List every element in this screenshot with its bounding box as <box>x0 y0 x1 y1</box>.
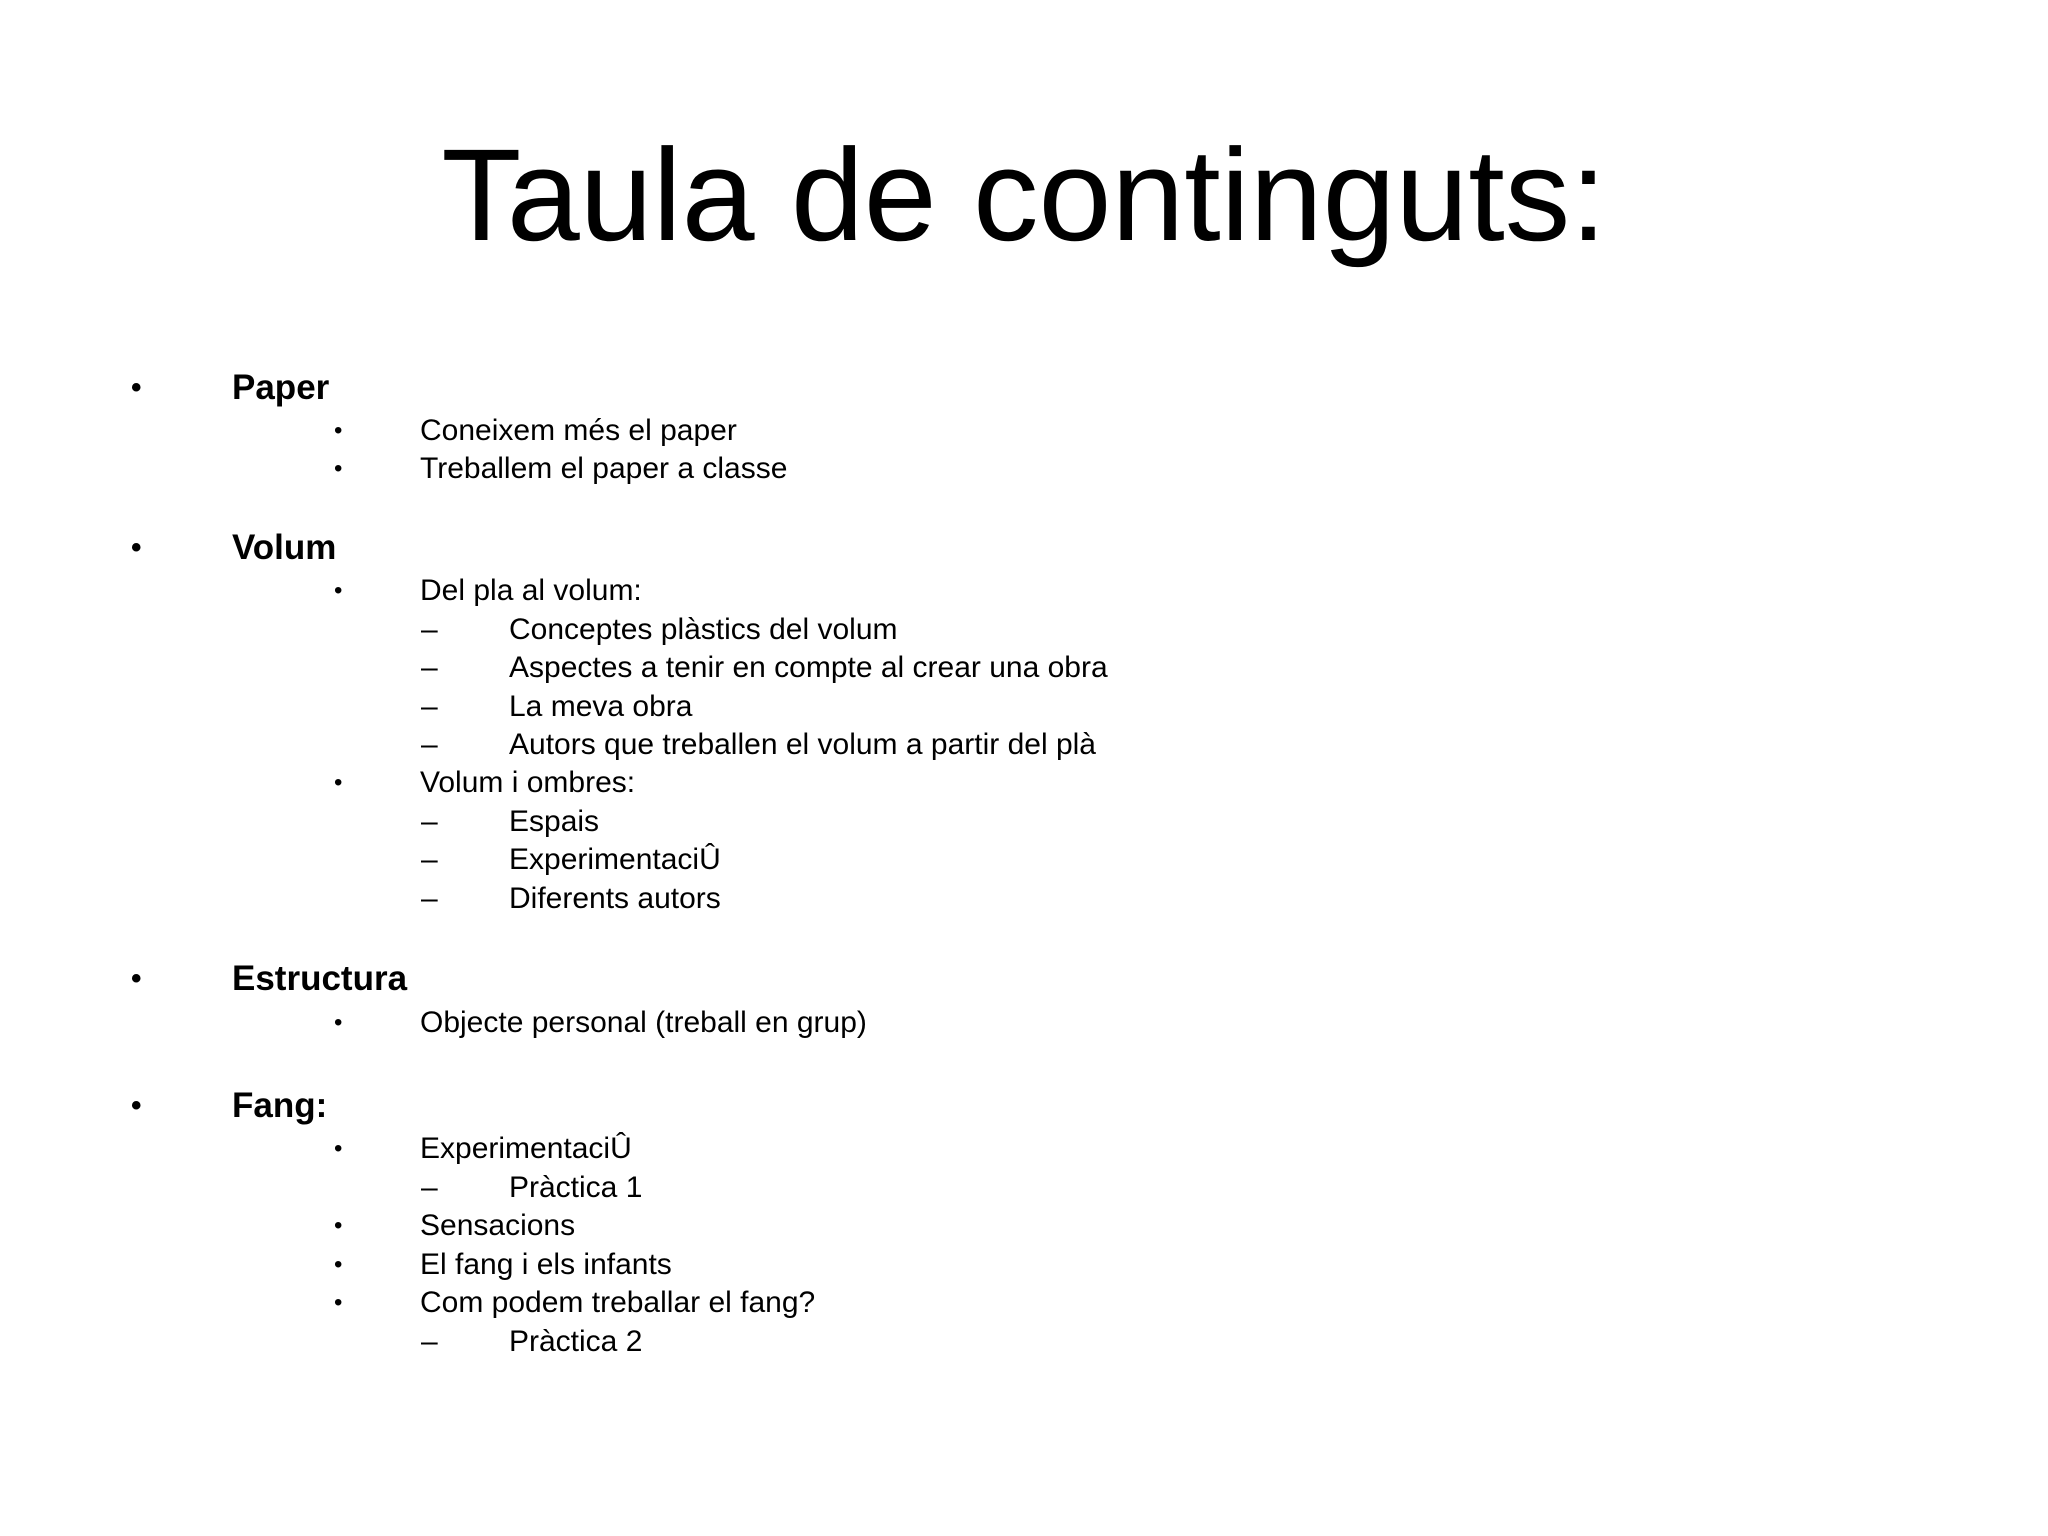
sub-list-item <box>421 688 693 726</box>
list-item <box>334 1207 576 1245</box>
list-item <box>334 1130 632 1168</box>
sub-list-item-label: Pràctica 1 <box>509 1171 643 1204</box>
sub-list-item <box>421 611 898 649</box>
bullet-icon: • <box>334 1212 343 1239</box>
section-heading-estructura <box>131 959 408 999</box>
bullet-icon: • <box>131 962 142 995</box>
section-heading-volum <box>131 528 337 568</box>
dash-icon: – <box>421 843 438 876</box>
bullet-icon: • <box>334 417 343 444</box>
section-heading-paper <box>131 368 330 408</box>
list-item <box>334 450 788 488</box>
list-item-label: Objecte personal (treball en grup) <box>420 1006 867 1039</box>
sub-list-item-label: Diferents autors <box>509 882 721 915</box>
section-heading-label: Estructura <box>232 959 408 998</box>
list-item-label: Coneixem més el paper <box>420 414 737 447</box>
sub-list-item-label: La meva obra <box>509 690 693 723</box>
list-item <box>334 1284 816 1322</box>
sub-list-item-label: Espais <box>509 805 600 838</box>
sub-list-item <box>421 649 1108 687</box>
dash-icon: – <box>421 1171 438 1204</box>
sub-list-item-label: ExperimentaciÛ <box>509 843 721 876</box>
dash-icon: – <box>421 613 438 646</box>
list-item-label: Volum i ombres: <box>420 766 636 799</box>
list-item-label: ExperimentaciÛ <box>420 1132 632 1165</box>
section-heading-label: Paper <box>232 368 330 407</box>
dash-icon: – <box>421 1325 438 1358</box>
sub-list-item <box>421 841 721 879</box>
section-heading-label: Fang: <box>232 1086 328 1125</box>
bullet-icon: • <box>131 531 142 564</box>
bullet-icon: • <box>131 371 142 404</box>
bullet-icon: • <box>334 1289 343 1316</box>
bullet-icon: • <box>334 1009 343 1036</box>
sub-list-item <box>421 880 721 918</box>
sub-list-item-label: Aspectes a tenir en compte al crear una obra <box>509 651 1108 684</box>
list-item <box>334 412 737 450</box>
dash-icon: – <box>421 651 438 684</box>
sub-list-item-label: Autors que treballen el volum a partir del plà <box>509 728 1096 761</box>
section-heading-label: Volum <box>232 528 337 567</box>
slide-title: Taula de continguts: <box>441 121 1607 268</box>
bullet-icon: • <box>334 455 343 482</box>
sub-list-item-label: Pràctica 2 <box>509 1325 643 1358</box>
dash-icon: – <box>421 882 438 915</box>
sub-list-item <box>421 803 600 841</box>
list-item <box>334 572 642 610</box>
dash-icon: – <box>421 728 438 761</box>
list-item-label: El fang i els infants <box>420 1248 672 1281</box>
bullet-icon: • <box>334 769 343 796</box>
sub-list-item <box>421 1169 643 1207</box>
bullet-icon: • <box>334 577 343 604</box>
sub-list-item-label: Conceptes plàstics del volum <box>509 613 898 646</box>
list-item <box>334 1004 867 1042</box>
sub-list-item <box>421 1323 643 1361</box>
bullet-icon: • <box>334 1135 343 1162</box>
bullet-icon: • <box>334 1251 343 1278</box>
bullet-icon: • <box>131 1089 142 1122</box>
list-item-label: Sensacions <box>420 1209 576 1242</box>
list-item-label: Com podem treballar el fang? <box>420 1286 816 1319</box>
list-item <box>334 1246 672 1284</box>
section-heading-fang <box>131 1086 328 1126</box>
dash-icon: – <box>421 690 438 723</box>
list-item-label: Treballem el paper a classe <box>420 452 788 485</box>
list-item-label: Del pla al volum: <box>420 574 642 607</box>
dash-icon: – <box>421 805 438 838</box>
sub-list-item <box>421 726 1096 764</box>
list-item <box>334 764 636 802</box>
